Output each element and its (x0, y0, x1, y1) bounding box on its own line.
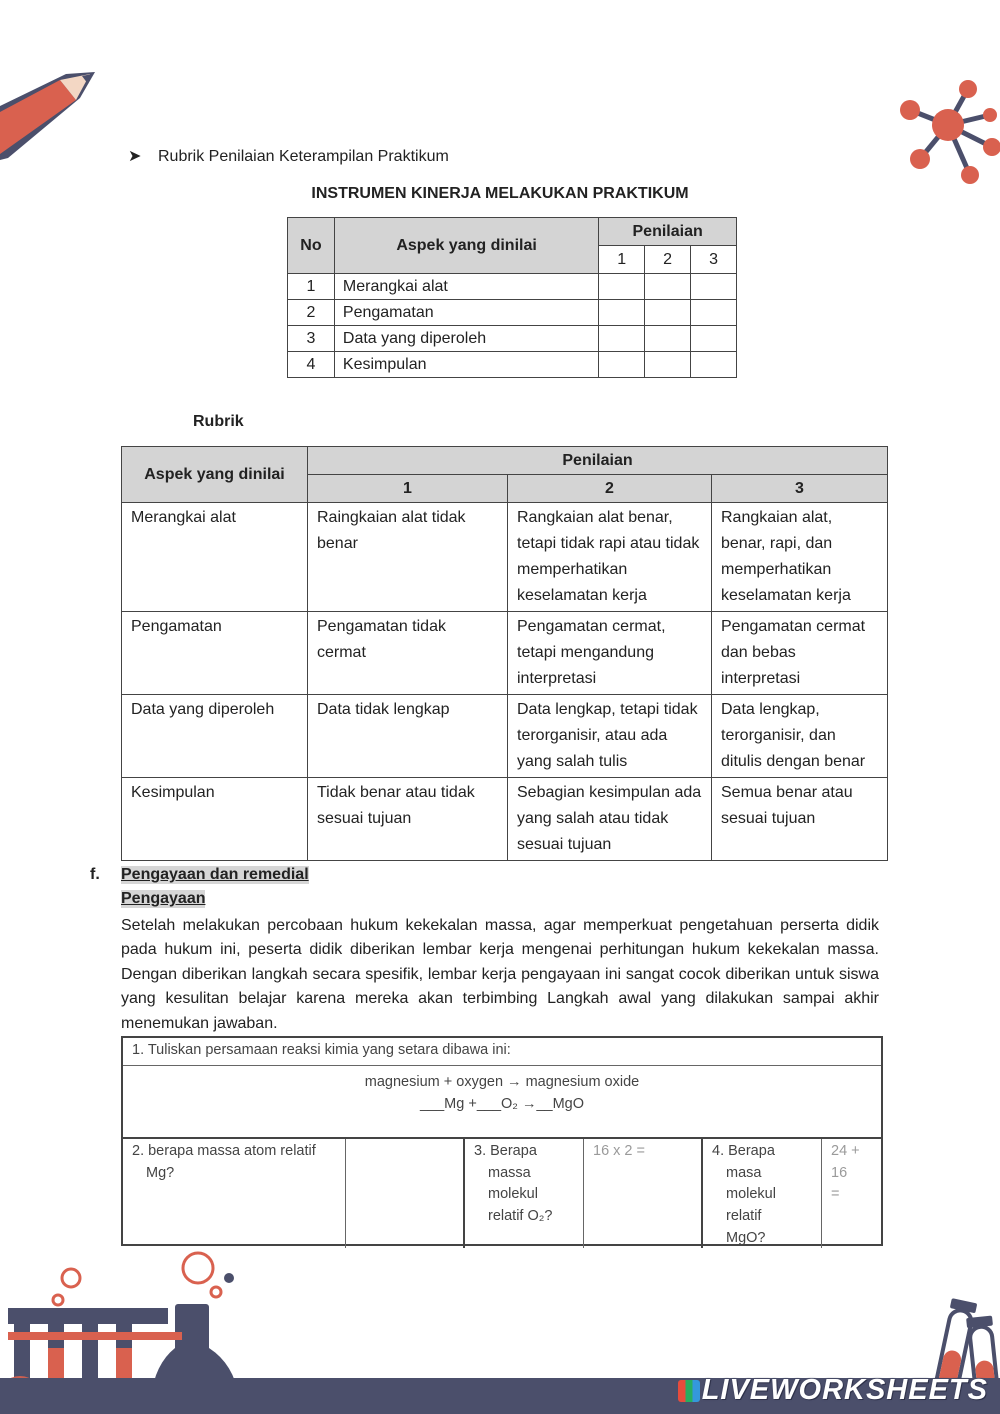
score-cell[interactable] (691, 274, 737, 300)
rubric-score-3: Rangkaian alat, benar, rapi, dan memperhatikan keselamatan kerja (712, 503, 888, 612)
row-no: 2 (288, 300, 335, 326)
logo-grid-icon (678, 1380, 700, 1402)
table-row (122, 695, 888, 778)
worksheet-box (121, 1036, 883, 1246)
question-4-line: MgO? (726, 1229, 766, 1246)
row-aspect: Pengamatan (334, 300, 598, 326)
score-cell[interactable] (599, 326, 645, 352)
rubric-score-1: Data tidak lengkap (308, 695, 508, 778)
score-cell[interactable] (599, 352, 645, 378)
rubric-score-3: Data lengkap, terorganisir, dan ditulis dengan benar (712, 695, 888, 778)
rubric-level-1: 1 (308, 475, 508, 503)
arrowhead-bullet-icon: ➤ (128, 148, 142, 165)
rubric-col-aspect: Aspek yang dinilai (122, 447, 308, 503)
table-row (288, 274, 737, 300)
rubric-aspect: Pengamatan (122, 612, 308, 695)
section-letter: f. (90, 866, 100, 883)
rubric-col-score: Penilaian (308, 447, 888, 475)
row-aspect: Data yang diperoleh (334, 326, 598, 352)
row-no: 4 (288, 352, 335, 378)
score-cell[interactable] (599, 300, 645, 326)
question-2-line: Mg? (146, 1164, 175, 1181)
table-row (288, 352, 737, 378)
table-row (122, 612, 888, 695)
table-row (122, 503, 888, 612)
score-cell[interactable] (691, 352, 737, 378)
row-aspect: Merangkai alat (334, 274, 598, 300)
question-2 (123, 1139, 346, 1248)
question-4-line: molekul (726, 1186, 776, 1203)
answer-4-field[interactable] (822, 1139, 881, 1248)
rubric-table (121, 446, 888, 861)
rubric-score-1: Raingkaian alat tidak benar (308, 503, 508, 612)
molecule-illustration (890, 75, 1000, 190)
rubric-score-2: Rangkaian alat benar, tetapi tidak rapi atau tidak memperhatikan keselamatan kerja (508, 503, 712, 612)
question-2-line: 2. berapa massa atom relatif (132, 1143, 316, 1159)
rubric-score-3: Pengamatan cermat dan bebas interpretasi (712, 612, 888, 695)
rubric-score-2: Data lengkap, tetapi tidak terorganisir, atau ada yang salah tulis (508, 695, 712, 778)
score-cell[interactable] (645, 326, 691, 352)
rubric-aspect: Kesimpulan (122, 778, 308, 861)
col-no-header: No (288, 218, 335, 274)
score-level-1: 1 (599, 246, 645, 274)
table-row (122, 778, 888, 861)
rubric-score-2: Sebagian kesimpulan ada yang salah atau tidak sesuai tujuan (508, 778, 712, 861)
rubric-level-3: 3 (712, 475, 888, 503)
rubric-score-1: Pengamatan tidak cermat (308, 612, 508, 695)
section-title: Pengayaan dan remedial (121, 866, 309, 883)
equation-words: magnesium + oxygen → magnesium oxide (364, 1074, 640, 1090)
answer-3-hint: 16 x 2 = (593, 1143, 645, 1159)
row-aspect: Kesimpulan (334, 352, 598, 378)
question-4-line: 4. Berapa (712, 1143, 775, 1159)
question-row (123, 1137, 881, 1248)
logo-text: LIVEWORKSHEETS (701, 1374, 988, 1406)
row-no: 1 (288, 274, 335, 300)
section-paragraph: Setelah melakukan percobaan hukum kekekalan massa, agar memperkuat pengetahuan perserta didik pada hukum ini, peserta didik diberikan lembar kerja mengenai perhitungan hukum kekekalan massa. Dengan diberikan langkah secara spesifik, lembar kerja pengayaan ini sangat cocok diberikan untuk siswa yang kesulitan belajar karena mereka akan terbimbing Langkah awal yang dilakukan sampai akhir menemukan jawaban. (121, 917, 879, 1032)
instrument-title: INSTRUMEN KINERJA MELAKUKAN PRAKTIKUM (311, 185, 689, 202)
question-3-line: molekul (488, 1186, 538, 1203)
score-cell[interactable] (645, 300, 691, 326)
score-cell[interactable] (645, 352, 691, 378)
answer-2-field[interactable] (346, 1139, 465, 1248)
question-3 (465, 1139, 584, 1248)
rubric-aspect: Data yang diperoleh (122, 695, 308, 778)
score-cell[interactable] (691, 300, 737, 326)
rubric-level-2: 2 (508, 475, 712, 503)
equation-area (123, 1067, 881, 1137)
table-row (288, 300, 737, 326)
score-cell[interactable] (645, 274, 691, 300)
question-4-line: relatif (726, 1208, 762, 1225)
rubric-score-3: Semua benar atau sesuai tujuan (712, 778, 888, 861)
question-4-line: masa (726, 1164, 762, 1181)
bullet-heading-text: Rubrik Penilaian Keterampilan Praktikum (158, 148, 449, 165)
question-3-line: relatif O₂? (488, 1208, 553, 1225)
score-cell[interactable] (599, 274, 645, 300)
answer-4-hint: = (831, 1186, 840, 1203)
rubric-label: Rubrik (193, 413, 244, 430)
score-level-3: 3 (691, 246, 737, 274)
col-score-header: Penilaian (599, 218, 737, 246)
pencil-illustration (0, 68, 100, 168)
table-row (288, 326, 737, 352)
question-1: 1. Tuliskan persamaan reaksi kimia yang setara dibawa ini: (123, 1038, 881, 1066)
question-4 (703, 1139, 822, 1248)
answer-4-hint: 24 + 16 (831, 1143, 860, 1181)
rubric-score-2: Pengamatan cermat, tetapi mengandung interpretasi (508, 612, 712, 695)
question-3-line: massa (488, 1164, 531, 1181)
bullet-heading (128, 146, 449, 166)
score-cell[interactable] (691, 326, 737, 352)
rubric-aspect: Merangkai alat (122, 503, 308, 612)
rubric-score-1: Tidak benar atau tidak sesuai tujuan (308, 778, 508, 861)
section-subtitle: Pengayaan (121, 890, 206, 907)
col-aspect-header: Aspek yang dinilai (334, 218, 598, 274)
equation-symbols: ___Mg +___O₂ →__MgO (419, 1096, 584, 1112)
liveworksheets-logo (678, 1374, 988, 1407)
answer-3-field[interactable] (584, 1139, 703, 1248)
instrument-table (287, 217, 737, 378)
question-3-line: 3. Berapa (474, 1143, 537, 1159)
score-level-2: 2 (645, 246, 691, 274)
row-no: 3 (288, 326, 335, 352)
